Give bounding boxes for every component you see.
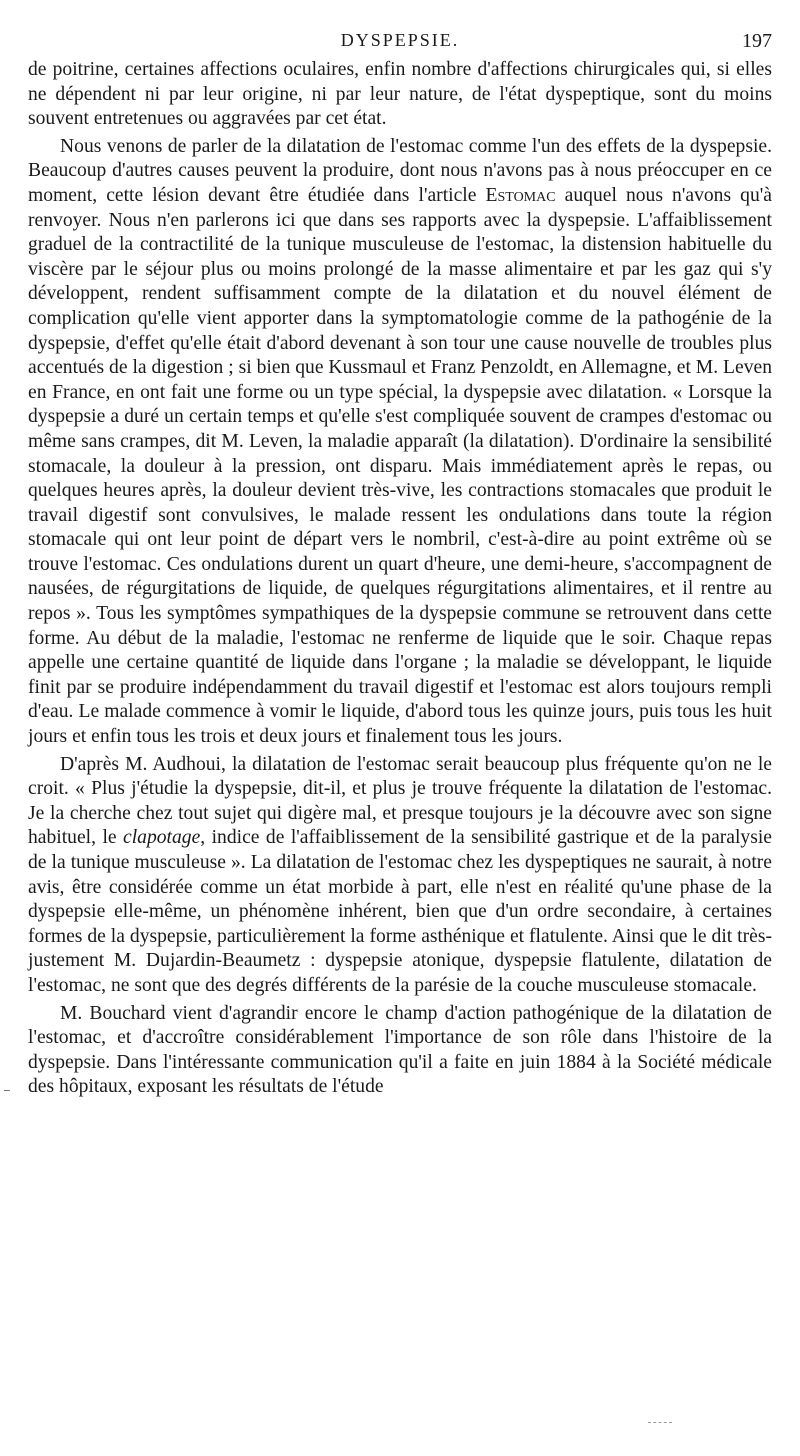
- italic-term: clapotage: [123, 827, 201, 849]
- paragraph-text: Nous venons de parler de la dilatation de l'estomac comme l'un des effets de la dyspepsie. Beaucoup d'autres causes peuvent la produire, dont nous n'avons pas à nous préoccuper en ce moment, cette lésion devant être étudiée dans l'article: [28, 135, 772, 206]
- paragraph-text: M. Bouchard vient d'agrandir encore le champ d'action pathogénique de la dilatation de l'estomac, et d'accroître considérablement l'importance de son rôle dans l'histoire de la dyspepsie. Dans l'intéressante communication qu'il a faite en juin 1884 à la Société médicale des hôpitaux, exposant les résultats de l'étude: [28, 1002, 772, 1098]
- body-text: [28, 58, 772, 1103]
- paragraph-dilatation: [28, 135, 772, 750]
- paragraph-text: , indice de l'affaiblissement de la sensibilité gastrique et de la paralysie de la tunique musculeuse ». La dilatation de l'estomac chez les dyspeptiques ne saurait, à notre avis, être considérée comme un état morbide à part, elle n'est en réalité qu'une phase de la dyspepsie elle-même, un phénomène inhérent, bien que d'un ordre secondaire, à certaines formes de la dyspepsie, particulièrement la forme asthénique et flatulente. Ainsi que le dit très-justement M. Dujardin-Beaumetz : dyspepsie atonique, dyspepsie flatulente, dilatation de l'estomac, ne sont que des degrés différents de la parésie de la couche musculeuse stomacale.: [28, 827, 772, 996]
- article-reference: Estomac: [485, 184, 556, 206]
- paragraph-text: de poitrine, certaines affections oculaires, enfin nombre d'affections chirurgicales qui, si elles ne dépendent ni par leur origine, ni par leur nature, de l'état dyspeptique, sont du moins souvent entretenues ou aggravées par cet état.: [28, 59, 772, 130]
- page-number: 197: [742, 30, 772, 52]
- paragraph-text: D'après M. Audhoui, la dilatation de l'estomac serait beaucoup plus fréquente qu'on ne le croit. « Plus j'étudie la dyspepsie, dit-il, et plus je trouve fréquente la dilatation de l'estomac. Je la cherche chez tout sujet qui digère mal, et presque toujours je la découvre avec son signe habituel, le: [28, 753, 772, 849]
- margin-mark: [4, 1090, 10, 1091]
- paragraph-bouchard: [28, 1002, 772, 1100]
- book-page: [28, 0, 772, 1456]
- paragraph-audhoui: [28, 753, 772, 999]
- print-mark: [648, 1422, 672, 1425]
- paragraph-text: auquel nous n'avons qu'à renvoyer. Nous n'en parlerons ici que dans ses rapports avec la dyspepsie. L'affaiblissement graduel de la contractilité de la tunique musculeuse de l'estomac, la distension habituelle du viscère par le séjour plus ou moins prolongé de la masse alimentaire et par les gaz qui s'y développent, rendent suffisamment compte de la dilatation et du nouvel élément de complication qu'elle vient apporter dans la symptomatologie comme de la pathogénie de la dyspepsie, d'effet qu'elle était d'abord devenant à son tour une cause nouvelle de troubles plus accentués de la digestion ; si bien que Kussmaul et Franz Penzoldt, en Allemagne, et M. Leven en France, en ont fait une forme ou un type spécial, la dyspepsie avec dilatation. « Lorsque la dyspepsie a duré un certain temps et qu'elle s'est compliquée souvent de crampes d'estomac ou même sans crampes, dit M. Leven, la maladie apparaît (la dilatation). D'ordinaire la sensibilité stomacale, la douleur à la pression, ont disparu. Mais immédiatement après le repas, ou quelques heures après, la douleur devient très-vive, les contractions stomacales que produit le travail digestif sont convulsives, le malade ressent les ondulations dans toute la région stomacale qui ont leur point de départ vers le nombril, c'est-à-dire au point extrême où se trouve l'estomac. Ces ondulations durent un quart d'heure, une demi-heure, s'accompagnent de nausées, de régurgitations de liquide, de quelques régurgitations alimentaires, et il rentre au repos ». Tous les symptômes sympathiques de la dyspepsie commune se retrouvent dans cette forme. Au début de la maladie, l'estomac ne renferme de liquide que le soir. Chaque repas appelle une certaine quantité de liquide dans l'organe ; la maladie se développant, le liquide finit par se produire indépendamment du travail digestif et l'estomac est alors toujours rempli d'eau. Le malade commence à vomir le liquide, d'abord tous les quinze jours, puis tous les huit jours et enfin tous les trois et deux jours et finalement tous les jours.: [28, 184, 772, 748]
- paragraph-continuation: [28, 58, 772, 132]
- running-title: DYSPEPSIE.: [340, 30, 460, 50]
- running-head: [28, 30, 772, 56]
